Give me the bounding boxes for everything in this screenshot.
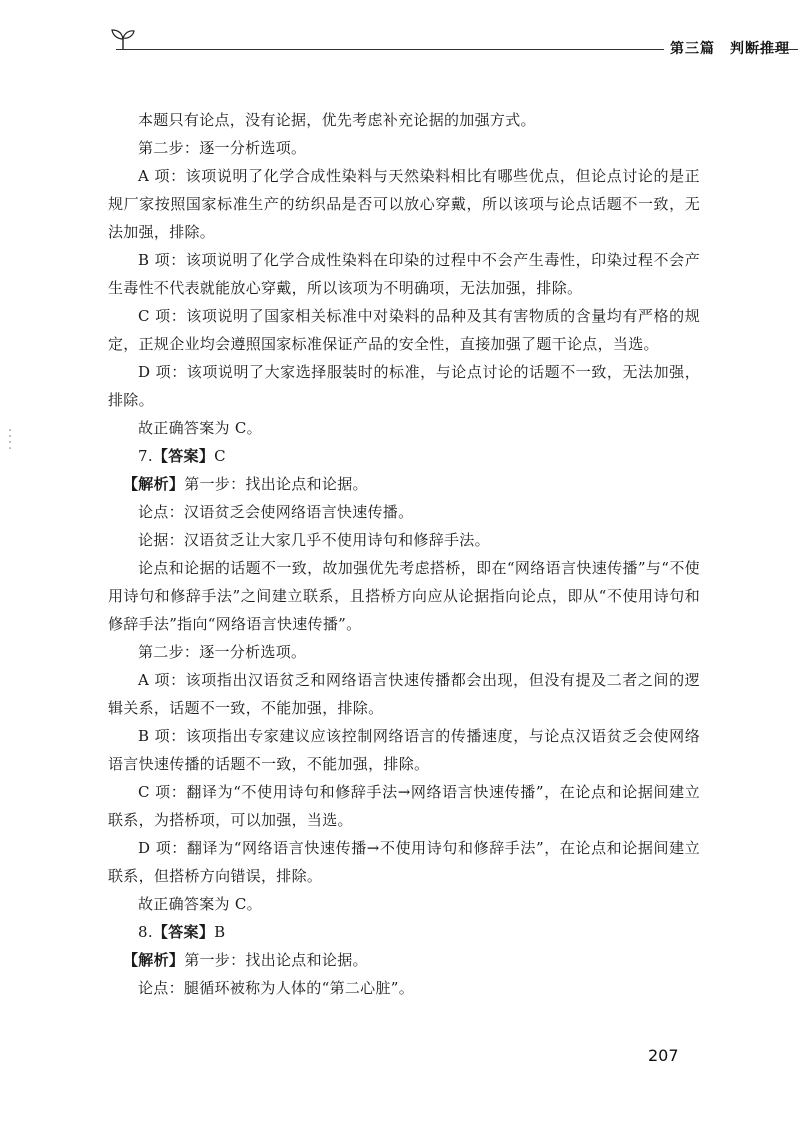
sprout-icon bbox=[110, 25, 136, 51]
margin-marks bbox=[8, 428, 12, 450]
q7-answer-line bbox=[108, 442, 700, 470]
analysis-tag: 【解析】 bbox=[123, 951, 185, 969]
option-analysis-b: B 项：该项说明了化学合成性染料在印染的过程中不会产生毒性，印染过程不会产生毒性不代表就能放心穿戴，所以该项为不明确项，无法加强，排除。 bbox=[108, 251, 700, 297]
page-header bbox=[110, 20, 800, 66]
header-rule-right bbox=[746, 49, 798, 50]
q7-thesis: 论点：汉语贫乏会使网络语言快速传播。 bbox=[138, 503, 414, 521]
option-analysis-b: B 项：该项指出专家建议应该控制网络语言的传播速度，与论点汉语贫乏会使网络语言快速传播的话题不一致，不能加强，排除。 bbox=[108, 727, 700, 773]
question-number: 8. bbox=[138, 923, 153, 941]
q7-evidence: 论据：汉语贫乏让大家几乎不使用诗句和修辞手法。 bbox=[138, 531, 490, 549]
option-analysis-c: C 项：翻译为“不使用诗句和修辞手法→网络语言快速传播”，在论点和论据间建立联系，为搭桥项，可以加强，当选。 bbox=[108, 783, 700, 829]
q7-analysis-line bbox=[108, 470, 700, 498]
analysis-tag: 【解析】 bbox=[123, 475, 185, 493]
answer-value: B bbox=[214, 923, 226, 941]
option-analysis-a: A 项：该项指出汉语贫乏和网络语言快速传播都会出现，但没有提及二者之间的逻辑关系，话题不一致，不能加强，排除。 bbox=[108, 671, 700, 717]
q8-answer-line bbox=[108, 918, 700, 946]
q8-analysis-line bbox=[108, 946, 700, 974]
option-analysis-d: D 项：该项说明了大家选择服装时的标准，与论点讨论的话题不一致，无法加强，排除。 bbox=[108, 363, 700, 409]
correct-answer-line: 故正确答案为 C。 bbox=[138, 895, 262, 913]
step-heading: 第二步：逐一分析选项。 bbox=[138, 139, 307, 157]
body-paragraph: 本题只有论点，没有论据，优先考虑补充论据的加强方式。 bbox=[138, 111, 536, 129]
answer-tag: 【答案】 bbox=[152, 447, 215, 465]
q8-thesis: 论点：腿循环被称为人体的“第二心脏”。 bbox=[138, 979, 415, 997]
q7-bridge-explanation: 论点和论据的话题不一致，故加强优先考虑搭桥，即在“网络语言快速传播”与“不使用诗句和修辞手法”之间建立联系，且搭桥方向应从论据指向论点，即从“不使用诗句和修辞手法”指向“网络语言快速传播”。 bbox=[108, 559, 700, 633]
option-analysis-c: C 项：该项说明了国家相关标准中对染料的品种及其有害物质的含量均有严格的规定，正规企业均会遵照国家标准保证产品的安全性，直接加强了题干论点，当选。 bbox=[108, 307, 700, 353]
analysis-step: 第一步：找出论点和论据。 bbox=[184, 475, 368, 493]
answer-tag: 【答案】 bbox=[152, 923, 215, 941]
page-number: 207 bbox=[648, 1046, 679, 1065]
chapter-title: 第三篇 判断推理 bbox=[666, 38, 794, 58]
question-number: 7. bbox=[138, 447, 153, 465]
page-body bbox=[108, 106, 700, 1002]
correct-answer-line: 故正确答案为 C。 bbox=[138, 419, 262, 437]
option-analysis-d: D 项：翻译为“网络语言快速传播→不使用诗句和修辞手法”，在论点和论据间建立联系，但搭桥方向错误，排除。 bbox=[108, 839, 700, 885]
option-analysis-a: A 项：该项说明了化学合成性染料与天然染料相比有哪些优点，但论点讨论的是正规厂家按照国家标准生产的纺织品是否可以放心穿戴，所以该项与论点话题不一致，无法加强，排除。 bbox=[108, 167, 700, 241]
answer-value: C bbox=[214, 447, 226, 465]
header-rule bbox=[116, 49, 664, 50]
analysis-step: 第一步：找出论点和论据。 bbox=[184, 951, 368, 969]
step-heading: 第二步：逐一分析选项。 bbox=[138, 643, 307, 661]
